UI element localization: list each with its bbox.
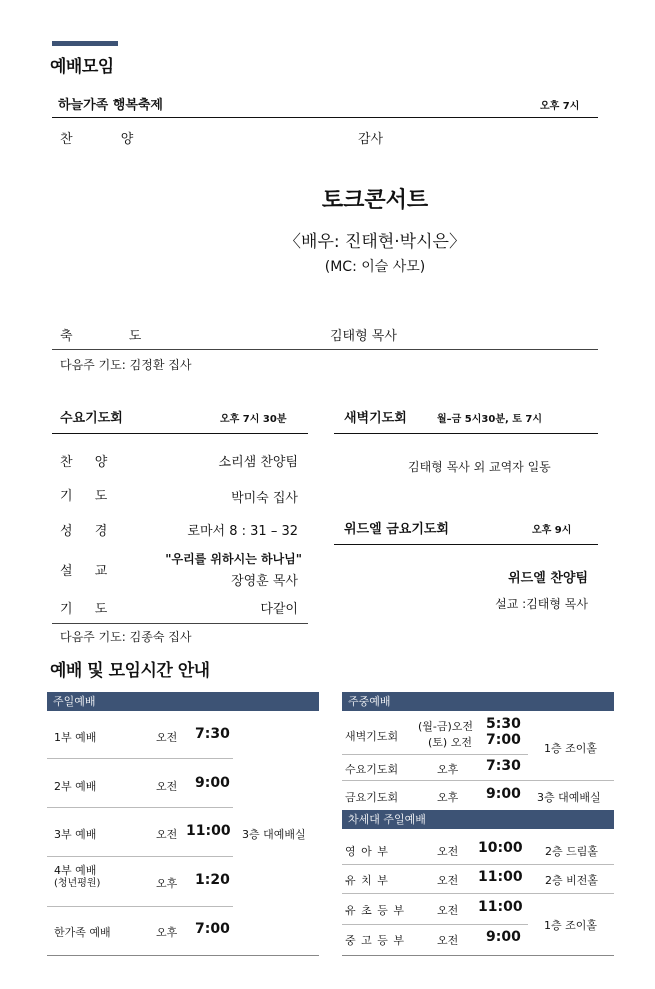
divider (47, 856, 233, 857)
family-next-prayer: 다음주 기도: 김정환 집사 (60, 358, 192, 372)
wed-sermon-preacher: 장영훈 목사 (231, 574, 298, 589)
divider (52, 349, 598, 350)
divider (342, 780, 614, 781)
sunday-row-time: 7:30 (195, 726, 230, 742)
nextgen-row-name: 유 초 등 부 (345, 904, 405, 917)
blessing-value: 김태형 목사 (330, 329, 397, 344)
sunday-row-name: 한가족 예배 (54, 926, 111, 939)
sunday-row-ampm: 오전 (156, 731, 178, 744)
dawn-time: 월–금 5시30분, 토 7시 (437, 414, 543, 425)
wed-row-value: 소리샘 찬양팀 (218, 455, 298, 470)
dawn-value: 김태형 목사 외 교역자 일동 (408, 460, 551, 474)
sunday-row-ampm: 오전 (156, 780, 178, 793)
wednesday-next-prayer: 다음주 기도: 김종숙 집사 (60, 630, 192, 644)
wed-row-value: 박미숙 집사 (231, 491, 298, 506)
friday-title: 위드엘 금요기도회 (344, 522, 449, 537)
divider (52, 623, 308, 624)
wed-row-value: 로마서 8 : 31 – 32 (187, 524, 298, 539)
sunday-row-name-sub: (청년평원) (54, 878, 101, 889)
divider (342, 864, 614, 865)
weekday-dawn-time2: 7:00 (486, 732, 521, 748)
friday-sermon: 설교 :김태형 목사 (495, 597, 588, 611)
nextgen-row-ampm: 오전 (437, 874, 459, 887)
section-title-schedule: 예배 및 모임시간 안내 (50, 661, 210, 681)
family-festival-time: 오후 7시 (540, 101, 580, 112)
wednesday-title: 수요기도회 (60, 411, 123, 426)
weekday-wed-name: 수요기도회 (345, 763, 399, 776)
nextgen-row-ampm: 오전 (437, 845, 459, 858)
divider (47, 955, 319, 956)
sunday-row-name (54, 864, 100, 890)
wed-row-label: 찬 양 (60, 455, 108, 470)
concert-mc: (MC: 이슬 사모) (324, 259, 426, 275)
nextgen-row-place: 2층 비전홀 (545, 874, 598, 887)
section-accent-bar (52, 41, 118, 46)
nextgen-row-time: 11:00 (478, 899, 523, 915)
divider (342, 955, 614, 956)
weekday-fri-place: 3층 대예배실 (537, 791, 601, 804)
sunday-row-ampm: 오후 (156, 877, 178, 890)
divider (342, 754, 528, 755)
nextgen-row-ampm: 오전 (437, 934, 459, 947)
nextgen-row-name: 중 고 등 부 (345, 934, 405, 947)
sunday-row-time: 11:00 (186, 823, 231, 839)
sunday-header: 주일예배 (47, 692, 319, 711)
nextgen-shared-place: 1층 조이홀 (544, 919, 597, 932)
weekday-fri-name: 금요기도회 (345, 791, 399, 804)
weekday-dawn-time1: 5:30 (486, 716, 521, 732)
divider (47, 807, 233, 808)
weekday-dawn-name: 새벽기도회 (345, 730, 399, 743)
sunday-row-time: 7:00 (195, 921, 230, 937)
weekday-wed-ampm: 오후 (437, 763, 459, 776)
divider (52, 433, 308, 434)
sunday-row-name: 2부 예배 (54, 780, 97, 793)
sunday-row-ampm: 오전 (156, 828, 178, 841)
weekday-fri-time: 9:00 (486, 786, 521, 802)
sunday-row-time: 1:20 (195, 872, 230, 888)
weekday-header: 주중예배 (342, 692, 614, 711)
weekday-dawn-ampm2: (토) 오전 (428, 736, 472, 749)
sunday-row-name-line: 4부 예배 (54, 864, 97, 877)
praise-label: 찬 양 (60, 132, 134, 147)
nextgen-row-ampm: 오전 (437, 904, 459, 917)
sunday-row-name: 1부 예배 (54, 731, 97, 744)
divider (342, 924, 528, 925)
wednesday-time: 오후 7시 30분 (220, 414, 287, 425)
concert-title: 토크콘서트 (321, 188, 429, 213)
nextgen-row-time: 9:00 (486, 929, 521, 945)
family-festival-title: 하늘가족 행복축제 (58, 98, 163, 113)
nextgen-row-time: 10:00 (478, 840, 523, 856)
weekday-wed-time: 7:30 (486, 758, 521, 774)
wed-row-label: 성 경 (60, 524, 108, 539)
friday-time: 오후 9시 (532, 525, 572, 536)
praise-value: 감사 (358, 132, 384, 147)
nextgen-row-name: 유 치 부 (345, 874, 389, 887)
divider (52, 117, 598, 118)
nextgen-row-name: 영 아 부 (345, 845, 389, 858)
divider (47, 758, 233, 759)
sunday-place: 3층 대예배실 (242, 828, 306, 841)
nextgen-row-time: 11:00 (478, 869, 523, 885)
nextgen-row-place: 2층 드림홀 (545, 845, 598, 858)
weekday-fri-ampm: 오후 (437, 791, 459, 804)
divider (334, 433, 598, 434)
wed-row-label: 기 도 (60, 489, 108, 504)
nextgen-header: 차세대 주일예배 (342, 810, 614, 829)
section-title-worship: 예배모임 (50, 57, 114, 77)
wed-row-value: 다같이 (260, 602, 298, 617)
wed-row-label: 설 교 (60, 564, 108, 579)
friday-team: 위드엘 찬양팀 (508, 571, 588, 586)
wed-row-label: 기 도 (60, 602, 108, 617)
divider (342, 893, 614, 894)
sunday-row-ampm: 오후 (156, 926, 178, 939)
divider (334, 544, 598, 545)
divider (47, 906, 233, 907)
concert-actors: 〈배우: 진태현·박시은〉 (284, 232, 466, 252)
sunday-row-name: 3부 예배 (54, 828, 97, 841)
wed-sermon-title: "우리를 위하시는 하나님" (165, 552, 302, 566)
weekday-dawn-ampm1: (월-금)오전 (418, 720, 474, 733)
blessing-label: 축 도 (60, 329, 142, 344)
sunday-row-time: 9:00 (195, 775, 230, 791)
dawn-title: 새벽기도회 (344, 411, 407, 426)
weekday-dawn-place: 1층 조이홀 (544, 742, 597, 755)
